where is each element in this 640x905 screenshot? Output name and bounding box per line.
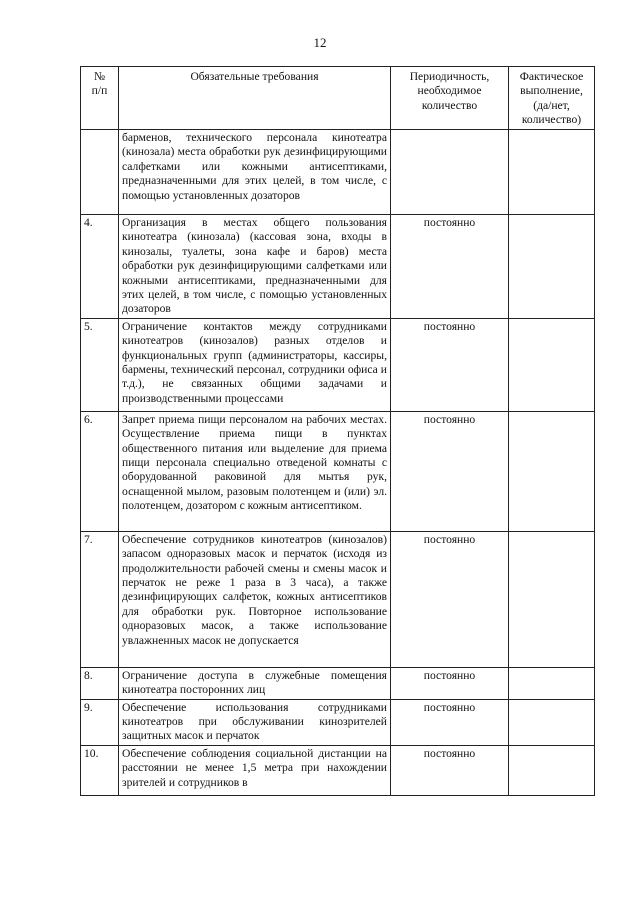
table-row: [81, 215, 595, 319]
row-fact: [509, 745, 595, 795]
row-number: 5.: [81, 318, 119, 411]
row-periodicity: постоянно: [391, 318, 509, 411]
row-fact: [509, 318, 595, 411]
row-periodicity: постоянно: [391, 745, 509, 795]
table-row: [81, 745, 595, 795]
header-fact: Фактическое выполнение, (да/нет, количество): [509, 67, 595, 130]
row-periodicity: постоянно: [391, 411, 509, 531]
row-fact: [509, 699, 595, 745]
row-requirement: Обеспечение сотрудников кинотеатров (кинозалов) запасом одноразовых масок и перчаток (исходя из продолжительности рабочей смены и смены масок и перчаток не реже 1 раза в 3 часа), а также дезинфицирующих салфеток, кожных антисептиков для обработки рук. Повторное использование одноразовых масок, а также использование увлажненных масок не допускается: [119, 531, 391, 667]
row-fact: [509, 130, 595, 215]
row-periodicity: постоянно: [391, 215, 509, 319]
row-number: 10.: [81, 745, 119, 795]
table-row: [81, 699, 595, 745]
row-periodicity: постоянно: [391, 699, 509, 745]
table-row: [81, 130, 595, 215]
row-periodicity: постоянно: [391, 667, 509, 699]
row-requirement: Организация в местах общего пользования кинотеатра (кинозала) (кассовая зона, входы в кинозалы, туалеты, зона кафе и баров) места обработки рук дезинфицирующими салфетками или кожными антисептиками, предназначенными для этих целей, в том числе, с помощью установленных дозаторов: [119, 215, 391, 319]
row-requirement: Ограничение доступа в служебные помещения кинотеатра посторонних лиц: [119, 667, 391, 699]
row-requirement: Запрет приема пищи персоналом на рабочих местах. Осуществление приема пищи в пунктах общественного питания или выделение для приема пищи персонала специально отведеной комнаты с оборудованной раковиной для мытья рук, оснащенной мылом, разовым полотенцем и (или) эл. полотенцем, дозатором с кожным антисептиком.: [119, 411, 391, 531]
row-periodicity: постоянно: [391, 531, 509, 667]
row-fact: [509, 215, 595, 319]
table-row: [81, 411, 595, 531]
row-requirement: Обеспечение соблюдения социальной дистанции на расстоянии не менее 1,5 метра при нахождении зрителей и сотрудников в: [119, 745, 391, 795]
row-requirement: Обеспечение использования сотрудниками кинотеатров при обслуживании кинозрителей защитных масок и перчаток: [119, 699, 391, 745]
row-periodicity: [391, 130, 509, 215]
row-number: 7.: [81, 531, 119, 667]
table-row: [81, 318, 595, 411]
row-number: 6.: [81, 411, 119, 531]
row-number: [81, 130, 119, 215]
table-header-row: [81, 67, 595, 130]
requirements-table: [80, 66, 595, 796]
row-number: 9.: [81, 699, 119, 745]
header-number: № п/п: [81, 67, 119, 130]
table-row: [81, 531, 595, 667]
row-requirement: Ограничение контактов между сотрудниками кинотеатров (кинозалов) разных отделов и функциональных групп (администраторы, кассиры, бармены, технический персонал, сотрудники офиса и т.д.), не связанных общими задачами и производственными процессами: [119, 318, 391, 411]
header-periodicity: Периодичность, необходимое количество: [391, 67, 509, 130]
row-fact: [509, 411, 595, 531]
row-number: 8.: [81, 667, 119, 699]
table-row: [81, 667, 595, 699]
row-number: 4.: [81, 215, 119, 319]
row-fact: [509, 531, 595, 667]
page-number: 12: [313, 35, 327, 50]
row-fact: [509, 667, 595, 699]
header-requirement: Обязательные требования: [119, 67, 391, 130]
row-requirement: барменов, технического персонала кинотеатра (кинозала) места обработки рук дезинфицирующими салфетками или кожными антисептиками, предназначенными для этих целей, в том числе, с помощью установленных дозаторов: [119, 130, 391, 215]
